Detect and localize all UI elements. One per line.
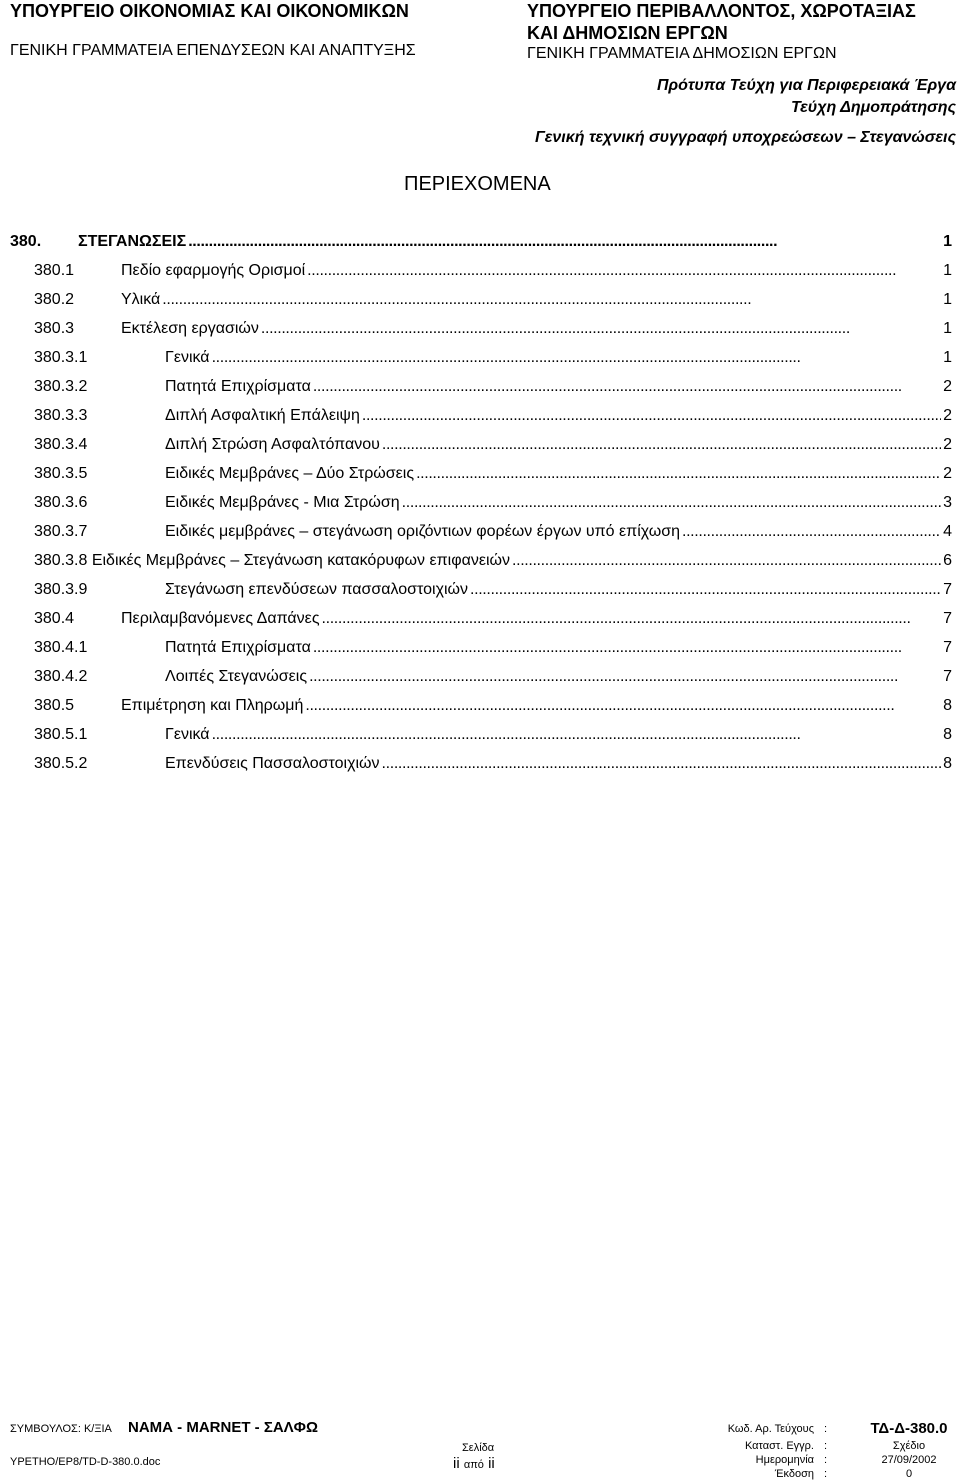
toc-entry-number: 380.1 <box>34 262 75 279</box>
toc-entry-number: 380.3.4 <box>34 436 88 453</box>
toc-entry[interactable] <box>0 551 960 571</box>
toc-entry-title: Πεδίο εφαρμογής Ορισμοί <box>121 262 306 279</box>
toc-dot-leader <box>382 754 942 774</box>
toc-entry[interactable] <box>0 696 960 716</box>
toc-dot-leader <box>162 290 941 310</box>
toc-entry-title: Στεγάνωση επενδύσεων πασσαλοστοιχιών <box>165 581 469 598</box>
toc-entry[interactable] <box>0 261 960 281</box>
toc-entry-title: Ειδικές μεμβράνες – στεγάνωση οριζόντιων φορέων έργων υπό επίχωση <box>165 523 680 540</box>
toc-entry-number: 380.3.9 <box>34 581 88 598</box>
toc-entry-number: 380. <box>10 233 42 250</box>
page-current: ii <box>453 1455 460 1472</box>
toc-entry[interactable] <box>0 435 960 455</box>
toc-entry-page: 1 <box>943 233 952 250</box>
toc-entry-title: Ειδικές Μεμβράνες – Δύο Στρώσεις <box>165 465 415 482</box>
document-meta <box>700 1419 956 1481</box>
toc-entry-title: Ειδικές Μεμβράνες - Μια Στρώση <box>165 494 400 511</box>
toc-dot-leader <box>416 464 941 484</box>
toc-entry[interactable] <box>0 493 960 513</box>
toc-entry-page: 2 <box>943 465 952 482</box>
toc-dot-leader <box>470 580 941 600</box>
page-of: από <box>463 1459 484 1471</box>
toc-entry-number: 380.4 <box>34 610 75 627</box>
toc-entry-title: Επενδύσεις Πασσαλοστοιχιών <box>165 755 380 772</box>
toc-entry[interactable] <box>0 609 960 629</box>
advisor-label: ΣΥΜΒΟΥΛΟΣ: Κ/ΞΙΑ <box>10 1423 112 1435</box>
project-title-line1: Πρότυπα Τεύχη για Περιφερειακά Έργα <box>656 77 956 94</box>
toc-entry[interactable] <box>0 319 960 339</box>
toc-entry[interactable] <box>0 290 960 310</box>
toc-entry-number: 380.3 <box>34 320 75 337</box>
toc-entry[interactable] <box>0 348 960 368</box>
toc-entry-page: 2 <box>943 407 952 424</box>
toc-dot-leader <box>188 232 941 252</box>
toc-entry-page: 7 <box>943 610 952 627</box>
toc-entry-page: 1 <box>943 349 952 366</box>
toc-entry[interactable] <box>0 754 960 774</box>
toc-entry[interactable] <box>0 232 960 252</box>
toc-entry-title: Περιλαμβανόμενες Δαπάνες <box>121 610 320 627</box>
meta-value: 27/09/2002 <box>881 1454 937 1466</box>
meta-label: Ημερομηνία <box>755 1454 814 1466</box>
ministry-name-right-line1: ΥΠΟΥΡΓΕΙΟ ΠΕΡΙΒΑΛΛΟΝΤΟΣ, ΧΩΡΟΤΑΞΙΑΣ <box>527 1 916 21</box>
toc-entry-number: 380.4.2 <box>34 668 88 685</box>
secretariat-right: ΓΕΝΙΚΗ ΓΡΑΜΜΑΤΕΙΑ ΔΗΜΟΣΙΩΝ ΕΡΓΩΝ <box>527 45 837 62</box>
toc-entry-number: 380.3.1 <box>34 349 88 366</box>
toc-entry-title: Εκτέλεση εργασιών <box>121 320 259 337</box>
toc-entry[interactable] <box>0 580 960 600</box>
toc-entry-title: ΣΤΕΓΑΝΩΣΕΙΣ <box>78 233 187 250</box>
toc-dot-leader <box>212 348 942 368</box>
toc-entry-title: Λοιπές Στεγανώσεις <box>165 668 308 685</box>
toc-entry[interactable] <box>0 377 960 397</box>
toc-entry-title: Πατητά Επιχρίσματα <box>165 378 311 395</box>
meta-colon: : <box>824 1423 828 1435</box>
ministry-name-right-line2: ΚΑΙ ΔΗΜΟΣΙΩΝ ΕΡΓΩΝ <box>527 23 728 43</box>
toc-dot-leader <box>512 551 941 571</box>
toc-entry-title: Γενικά <box>165 349 210 366</box>
toc-entry-number: 380.3.6 <box>34 494 88 511</box>
meta-value: ΤΔ-Δ-380.0 <box>870 1420 948 1437</box>
toc-entry[interactable] <box>0 667 960 687</box>
toc-entry-page: 3 <box>943 494 952 511</box>
toc-dot-leader <box>313 638 941 658</box>
toc-entry[interactable] <box>0 406 960 426</box>
meta-colon: : <box>824 1454 828 1466</box>
advisor-name: ΝΑΜΑ - MARNET - ΣΑΛΦΩ <box>128 1419 318 1436</box>
toc-entry-number: 380.5 <box>34 697 75 714</box>
toc-entry-page: 7 <box>943 581 952 598</box>
toc-entry-number: 380.3.2 <box>34 378 88 395</box>
meta-colon: : <box>824 1440 828 1452</box>
toc-entry-page: 8 <box>943 697 952 714</box>
secretariat-left: ΓΕΝΙΚΗ ΓΡΑΜΜΑΤΕΙΑ ΕΠΕΝΔΥΣΕΩΝ ΚΑΙ ΑΝΑΠΤΥΞΗΣ <box>10 42 416 59</box>
page-footer <box>0 1412 960 1483</box>
page-total: ii <box>488 1455 495 1472</box>
toc-entry[interactable] <box>0 725 960 745</box>
toc-dot-leader <box>212 725 942 745</box>
toc-entry-number: 380.5.2 <box>34 755 88 772</box>
toc-entry-page: 8 <box>943 726 952 743</box>
toc-entry-page: 1 <box>943 291 952 308</box>
toc-entry-title: Γενικά <box>165 726 210 743</box>
toc-entry-title: Υλικά <box>121 291 161 308</box>
meta-row-code <box>700 1419 956 1439</box>
meta-colon: : <box>824 1468 828 1480</box>
page-label: Σελίδα <box>462 1442 495 1454</box>
toc-entry-page: 1 <box>943 320 952 337</box>
page-number <box>453 1455 495 1474</box>
toc-dot-leader <box>322 609 942 629</box>
toc-entry-page: 7 <box>943 639 952 656</box>
toc-dot-leader <box>313 377 941 397</box>
toc-entry-number: 380.5.1 <box>34 726 88 743</box>
toc-entry[interactable] <box>0 522 960 542</box>
toc-dot-leader <box>382 435 941 455</box>
toc-entry-number: 380.3.7 <box>34 523 88 540</box>
project-title-line3: Γενική τεχνική συγγραφή υποχρεώσεων – Στεγανώσεις <box>534 129 956 146</box>
toc-entry[interactable] <box>0 638 960 658</box>
toc-entry-number: 380.2 <box>34 291 75 308</box>
meta-value: Σχέδιο <box>892 1440 926 1452</box>
toc-entry[interactable] <box>0 464 960 484</box>
meta-value: 0 <box>905 1468 913 1480</box>
toc-entry-page: 8 <box>943 755 952 772</box>
meta-row-version <box>700 1467 956 1481</box>
meta-label: Έκδοση <box>774 1468 814 1480</box>
toc-dot-leader <box>305 696 941 716</box>
toc-dot-leader <box>682 522 941 542</box>
header-right <box>527 0 916 64</box>
toc-entry-title: Διπλή Στρώση Ασφαλτόπανου <box>165 436 380 453</box>
file-name: ΥΡΕΤΗΟ/ΕΡ8/ΤD-D-380.0.doc <box>10 1456 161 1468</box>
project-title-line2: Τεύχη Δημοπράτησης <box>790 99 956 116</box>
toc-dot-leader <box>307 261 941 281</box>
toc-entry-page: 6 <box>943 552 952 569</box>
meta-label: Καταστ. Εγγρ. <box>744 1440 814 1452</box>
toc-dot-leader <box>402 493 941 513</box>
toc-entry-page: 1 <box>943 262 952 279</box>
meta-row-date <box>700 1453 956 1467</box>
toc-entry-page: 7 <box>943 668 952 685</box>
toc-entry-title: 380.3.8 Ειδικές Μεμβράνες – Στεγάνωση κατακόρυφων επιφανειών <box>34 552 511 569</box>
contents-title: ΠΕΡΙΕΧΟΜΕΝΑ <box>404 173 551 195</box>
toc-entry-page: 2 <box>943 378 952 395</box>
header-left <box>10 0 416 61</box>
toc-dot-leader <box>309 667 941 687</box>
toc-dot-leader <box>362 406 941 426</box>
toc-entry-page: 4 <box>943 523 952 540</box>
toc-entry-number: 380.3.3 <box>34 407 88 424</box>
toc-entry-title: Επιμέτρηση και Πληρωμή <box>121 697 304 714</box>
toc-entry-page: 2 <box>943 436 952 453</box>
toc-entry-title: Διπλή Ασφαλτική Επάλειψη <box>165 407 360 424</box>
meta-label: Κωδ. Αρ. Τεύχους <box>727 1423 814 1435</box>
meta-row-status <box>700 1439 956 1453</box>
toc-entry-number: 380.3.5 <box>34 465 88 482</box>
toc-entry-title: Πατητά Επιχρίσματα <box>165 639 311 656</box>
toc-entry-number: 380.4.1 <box>34 639 88 656</box>
toc-dot-leader <box>261 319 941 339</box>
ministry-name-left: ΥΠΟΥΡΓΕΙΟ ΟΙΚΟΝΟΜΙΑΣ ΚΑΙ ΟΙΚΟΝΟΜΙΚΩΝ <box>10 1 409 21</box>
